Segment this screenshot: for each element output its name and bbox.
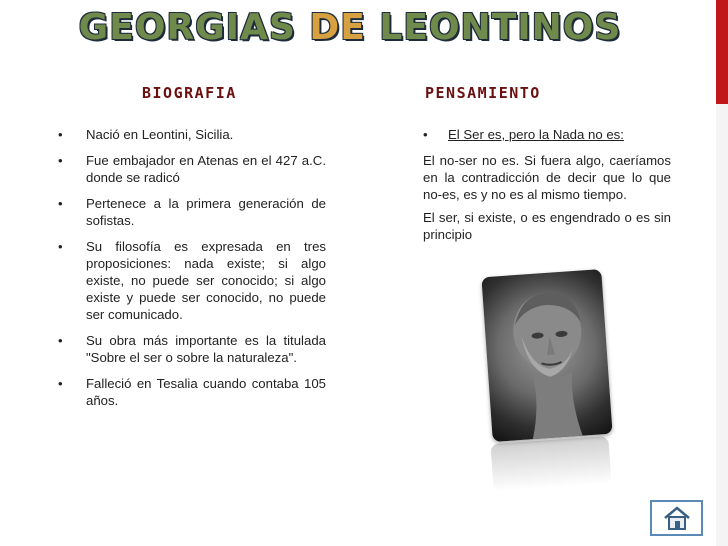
title-part-1: GEORGIAS — [78, 7, 310, 48]
bust-image — [481, 269, 612, 442]
biografia-list — [58, 126, 326, 418]
list-item: • Su filosofía es expresada en tres proposiciones: nada existe; si algo existe, no puede ser conocido; si algo existe y puede ser conocido, no puede ser comunicado. — [58, 238, 326, 323]
slide-title — [0, 4, 700, 52]
title-part-3: LEONTINOS — [365, 7, 622, 48]
list-item: • Fue embajador en Atenas en el 427 a.C. donde se radicó — [58, 152, 326, 186]
list-item: • Falleció en Tesalia cuando contaba 105 años. — [58, 375, 326, 409]
list-item: • Pertenece a la primera generación de sofistas. — [58, 195, 326, 229]
biografia-heading: BIOGRAFIA — [142, 84, 237, 102]
accent-bar-shadow — [716, 104, 728, 546]
home-icon — [662, 505, 692, 531]
pensamiento-column — [423, 126, 671, 249]
home-button[interactable] — [650, 500, 703, 536]
pensamiento-heading: PENSAMIENTO — [425, 84, 541, 102]
bust-drawing — [481, 269, 612, 442]
accent-bar — [716, 0, 728, 104]
pensamiento-paragraph: El ser, si existe, o es engendrado o es sin principio — [423, 210, 671, 242]
pensamiento-paragraph: El no-ser no es. Si fuera algo, caeríamos en la contradicción de decir que lo que no-es, es y no es al mismo tiempo. — [423, 153, 671, 202]
list-item: • Nació en Leontini, Sicilia. — [58, 126, 326, 143]
bust-reflection — [490, 436, 611, 492]
title-part-2: DE — [309, 7, 366, 48]
pensamiento-point: • El Ser es, pero la Nada no es: — [423, 126, 671, 143]
list-item: • Su obra más importante es la titulada "Sobre el ser o sobre la naturaleza". — [58, 332, 326, 366]
